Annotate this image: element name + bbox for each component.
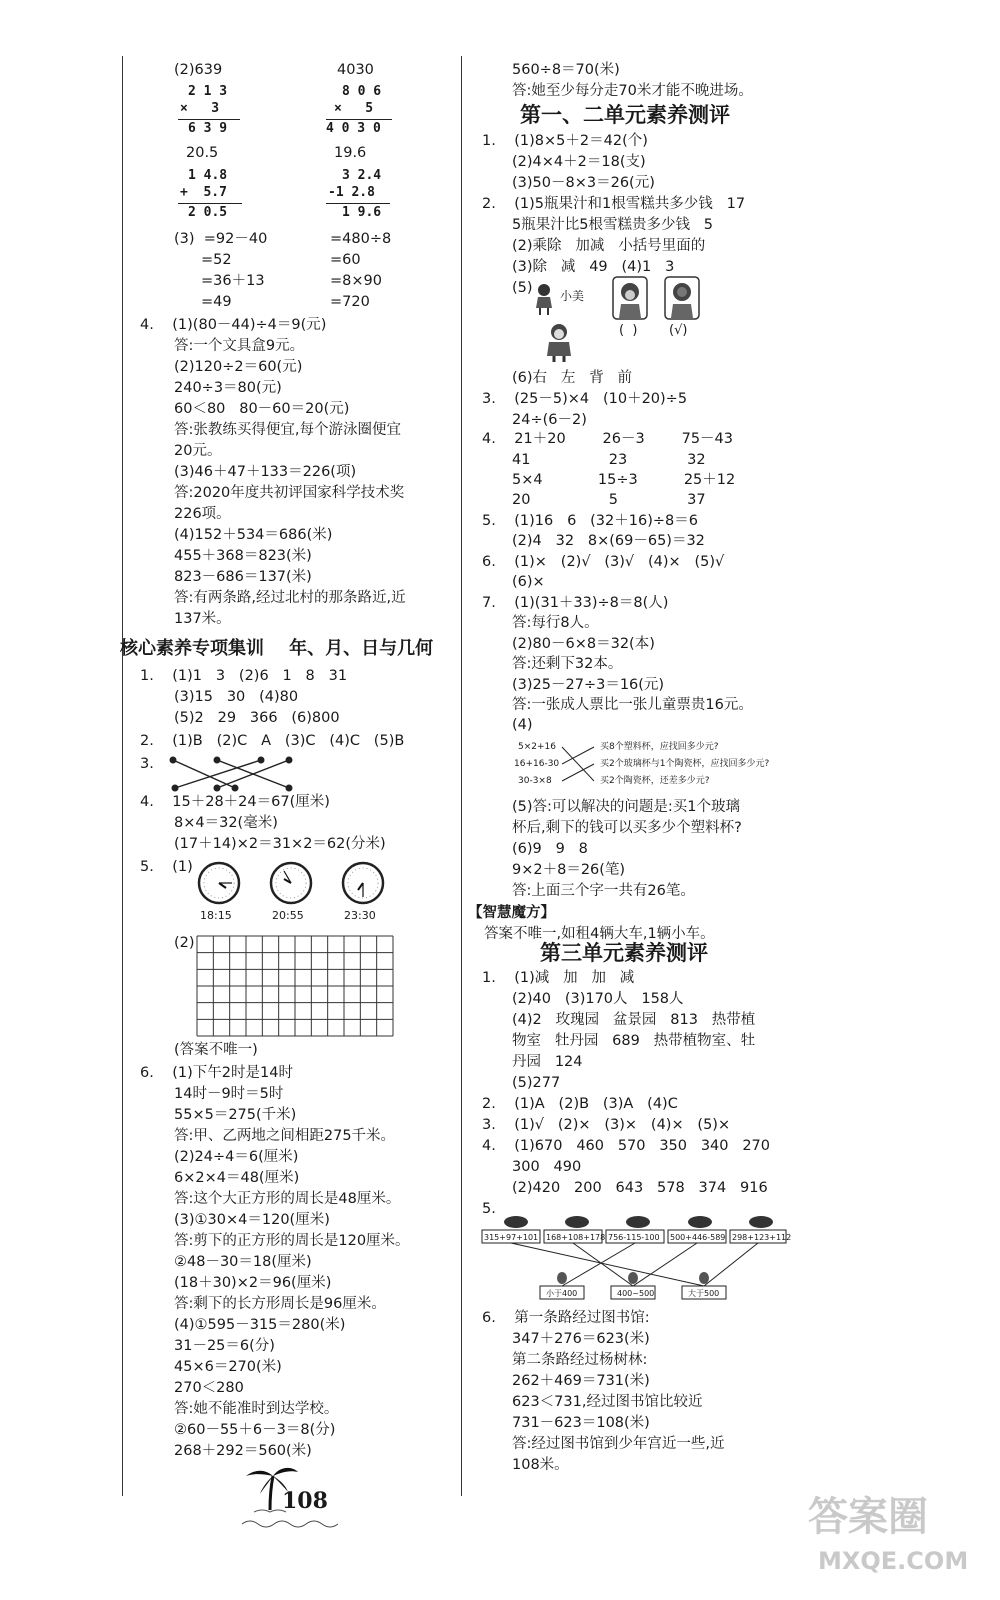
answer-line: =52 bbox=[201, 252, 232, 268]
answer-line: 答:每行8人。 bbox=[512, 615, 599, 631]
answer-line: (2)4 32 8×(69－65)＝32 bbox=[512, 533, 705, 549]
answer-line: (2)420 200 643 578 374 916 bbox=[512, 1180, 768, 1196]
clock-time-label: 23:30 bbox=[344, 909, 376, 922]
vertical-calc-line: 2 1 3 bbox=[188, 84, 228, 99]
answer-line: 答:剩下的长方形周长是96厘米。 bbox=[174, 1296, 386, 1312]
answer-line: 3. bbox=[140, 756, 154, 772]
answer-line: 答案不唯一,如租4辆大车,1辆小车。 bbox=[484, 926, 715, 942]
vertical-calc-line: -1 2.8 bbox=[328, 185, 375, 200]
answer-line: ②48－30＝18(厘米) bbox=[174, 1254, 312, 1270]
vertical-calc-line: + 5.7 bbox=[180, 185, 227, 200]
answer-line: (2)24÷4＝6(厘米) bbox=[174, 1149, 299, 1165]
girl-figure-icon bbox=[530, 282, 558, 316]
left-margin-rule bbox=[122, 56, 123, 1496]
answer-line: (3)除 减 49 (4)1 3 bbox=[512, 259, 675, 275]
answer-line: 55×5＝275(千米) bbox=[174, 1107, 297, 1123]
choice-mark: (√) bbox=[669, 323, 688, 338]
match-question: 买2个陶瓷杯，还差多少元? bbox=[600, 776, 710, 786]
answer-line: 答:有两条路,经过北村的那条路近,近 bbox=[174, 590, 406, 606]
calc-rule bbox=[178, 119, 240, 120]
vertical-calc-line: × 3 bbox=[180, 101, 220, 116]
rabbit-target: 大于500 bbox=[688, 1289, 720, 1298]
answer-line: 45×6＝270(米) bbox=[174, 1359, 282, 1375]
answer-line: (3) =92－40 bbox=[174, 231, 268, 247]
vertical-calc-line: 4 0 3 0 bbox=[326, 121, 381, 136]
answer-line: 5. (1) bbox=[140, 859, 193, 875]
calc-rule bbox=[178, 203, 242, 204]
clock-icon bbox=[268, 860, 314, 906]
answer-line: 24÷(6－2) bbox=[512, 412, 587, 428]
answer-line: 物室 牡丹园 689 热带植物室、牡 bbox=[512, 1033, 756, 1049]
section-title: 第一、二单元素养测评 bbox=[520, 103, 730, 127]
answer-line: 262＋469＝731(米) bbox=[512, 1373, 650, 1389]
rabbit-expression: 500+446-589 bbox=[670, 1233, 726, 1242]
answer-line: 240÷3＝80(元) bbox=[174, 380, 282, 396]
answer-line: 2. (1)5瓶果汁和1根雪糕共多少钱 17 bbox=[482, 196, 746, 212]
answer-line: 答:她至少每分走70米才能不晚进场。 bbox=[512, 83, 753, 99]
rabbit-expression: 298+123+112 bbox=[732, 1233, 792, 1242]
answer-line: (2)4×4＋2＝18(支) bbox=[512, 154, 646, 170]
section-title: 核心素养专项集训 年、月、日与几何 bbox=[120, 638, 434, 659]
answer-line: 丹园 124 bbox=[512, 1054, 583, 1070]
match-question: 买2个玻璃杯与1个陶瓷杯，应找回多少元? bbox=[600, 759, 770, 769]
answer-line: (3)①30×4＝120(厘米) bbox=[174, 1212, 330, 1228]
page-number: 108 bbox=[282, 1488, 328, 1514]
answer-line: 答:一张成人票比一张儿童票贵16元。 bbox=[512, 697, 753, 713]
clock-icon bbox=[340, 860, 386, 906]
answer-line: 1. (1)减 加 加 减 bbox=[482, 970, 635, 986]
answer-line: 第二条路经过杨树林: bbox=[512, 1352, 648, 1368]
answer-line: (2)乘除 加减 小括号里面的 bbox=[512, 238, 706, 254]
answer-line: 300 490 bbox=[512, 1159, 582, 1175]
answer-line: 答:张教练买得便宜,每个游泳圈便宜 bbox=[174, 422, 401, 438]
calc-rule bbox=[326, 203, 390, 204]
match-expression: 16+16-30 bbox=[514, 759, 560, 769]
answer-line: 答:剪下的正方形的周长是120厘米。 bbox=[174, 1233, 410, 1249]
answer-line: 560÷8＝70(米) bbox=[512, 62, 620, 78]
answer-line: (6)9 9 8 bbox=[512, 841, 588, 857]
vertical-calc-line: × 5 bbox=[334, 101, 374, 116]
answer-line: 31－25＝6(分) bbox=[174, 1338, 275, 1354]
answer-line: 268＋292＝560(米) bbox=[174, 1443, 312, 1459]
boy-figure-icon bbox=[544, 322, 574, 362]
answer-line: (2)40 (3)170人 158人 bbox=[512, 991, 684, 1007]
girl-name-label: 小美 bbox=[560, 289, 585, 303]
answer-line: 6. (1)下午2时是14时 bbox=[140, 1065, 293, 1081]
answer-line: (4)152＋534＝686(米) bbox=[174, 527, 333, 543]
answer-line: 3. (1)√ (2)× (3)× (4)× (5)× bbox=[482, 1117, 731, 1133]
answer-line: =60 bbox=[330, 252, 361, 268]
answer-line: ②60－55＋6－3＝8(分) bbox=[174, 1422, 336, 1438]
clock-icon bbox=[196, 860, 242, 906]
vertical-calc-line: 6 3 9 bbox=[188, 121, 228, 136]
answer-line: 8×4＝32(毫米) bbox=[174, 815, 278, 831]
clock-time-label: 20:55 bbox=[272, 909, 304, 922]
answer-line: 20元。 bbox=[174, 443, 222, 459]
answer-line: (3)15 30 (4)80 bbox=[174, 689, 299, 705]
answer-line: =480÷8 bbox=[330, 231, 392, 247]
answer-line: (6)× bbox=[512, 574, 545, 590]
answer-line: 答:一个文具盒9元。 bbox=[174, 338, 305, 354]
answer-line: 347＋276＝623(米) bbox=[512, 1331, 650, 1347]
answer-line: (5) bbox=[512, 280, 533, 296]
answer-line: 6×2×4＝48(厘米) bbox=[174, 1170, 300, 1186]
answer-line: 4. (1)670 460 570 350 340 270 bbox=[482, 1138, 771, 1154]
answer-line: 623＜731,经过图书馆比较近 bbox=[512, 1394, 703, 1410]
answer-line: 答:这个大正方形的周长是48厘米。 bbox=[174, 1191, 401, 1207]
calc-rule bbox=[326, 119, 392, 120]
photo-option-icon bbox=[612, 276, 648, 320]
answer-line: 答:经过图书馆到少年宫近一些,近 bbox=[512, 1436, 725, 1452]
answer-line: 5. bbox=[482, 1201, 496, 1217]
answer-line: 答:甲、乙两地之间相距275千米。 bbox=[174, 1128, 396, 1144]
dot-matching-diagram bbox=[165, 752, 305, 796]
answer-line: 4. 15＋28＋24＝67(厘米) bbox=[140, 794, 330, 810]
answer-line: 5×4 15÷3 25＋12 bbox=[512, 472, 736, 488]
answer-line: (2) bbox=[174, 935, 195, 951]
answer-line: =49 bbox=[201, 294, 232, 310]
rabbit-expression: 756-115-100 bbox=[608, 1233, 660, 1242]
answer-line: 7. (1)(31＋33)÷8＝8(人) bbox=[482, 595, 669, 611]
answer-line: 270＜280 bbox=[174, 1380, 244, 1396]
answer-line: 455＋368＝823(米) bbox=[174, 548, 312, 564]
wave-decoration bbox=[240, 1518, 350, 1530]
vertical-calc-line: 3 2.4 bbox=[342, 168, 382, 183]
answer-line: (3)46＋47＋133＝226(项) bbox=[174, 464, 357, 480]
square-grid bbox=[196, 935, 394, 1037]
clock-time-label: 18:15 bbox=[200, 909, 232, 922]
vertical-calc-line: 1 9.6 bbox=[342, 205, 382, 220]
answer-line: 1. (1)8×5＋2＝42(个) bbox=[482, 133, 648, 149]
answer-line: (5)2 29 366 (6)800 bbox=[174, 710, 340, 726]
answer-line: 60＜80 80－60＝20(元) bbox=[174, 401, 350, 417]
answer-note: (答案不唯一) bbox=[174, 1042, 258, 1058]
answer-line: (4)2 玫瑰园 盆景园 813 热带植 bbox=[512, 1012, 756, 1028]
answer-line: (5)277 bbox=[512, 1075, 561, 1091]
answer-line: 20 5 37 bbox=[512, 492, 706, 508]
answer-line: =720 bbox=[330, 294, 370, 310]
answer-line: (3)50－8×3＝26(元) bbox=[512, 175, 655, 191]
rabbit-expression: 168+108+178 bbox=[546, 1233, 606, 1242]
answer-label: 19.6 bbox=[334, 145, 367, 161]
answer-line: 4. 21＋20 26－3 75－43 bbox=[482, 431, 733, 447]
answer-line: 2. (1)A (2)B (3)A (4)C bbox=[482, 1096, 678, 1112]
answer-line: =8×90 bbox=[330, 273, 382, 289]
choice-mark: ( ) bbox=[619, 323, 638, 338]
rabbit-target: 400~500 bbox=[617, 1289, 655, 1298]
rabbit-target: 小于400 bbox=[546, 1289, 578, 1298]
answer-label: (2)639 bbox=[174, 62, 223, 78]
answer-line: 226项。 bbox=[174, 506, 231, 522]
answer-line: (6)右 左 背 前 bbox=[512, 370, 633, 386]
answer-line: 答:上面三个字一共有26笔。 bbox=[512, 883, 695, 899]
answer-line: 5. (1)16 6 (32＋16)÷8＝6 bbox=[482, 513, 698, 529]
photo-option-icon bbox=[664, 276, 700, 320]
answer-line: (3)25－27÷3＝16(元) bbox=[512, 677, 665, 693]
matching-lines bbox=[560, 740, 596, 790]
rabbit-expression: 315+97+101 bbox=[484, 1233, 539, 1242]
answer-line: 137米。 bbox=[174, 611, 231, 627]
section-title: 第三单元素养测评 bbox=[540, 941, 708, 965]
watermark-url: MXQE.COM bbox=[818, 1547, 969, 1575]
vertical-calc-line: 2 0.5 bbox=[188, 205, 228, 220]
answer-line: (5)答:可以解决的问题是:买1个玻璃 bbox=[512, 799, 741, 815]
answer-line: 1. (1)1 3 (2)6 1 8 31 bbox=[140, 668, 348, 684]
answer-line: (4)①595－315＝280(米) bbox=[174, 1317, 346, 1333]
answer-line: 14时－9时＝5时 bbox=[174, 1086, 284, 1102]
answer-line: (18＋30)×2＝96(厘米) bbox=[174, 1275, 332, 1291]
answer-line: 2. (1)B (2)C A (3)C (4)C (5)B bbox=[140, 733, 405, 749]
answer-line: 答:2020年度共初评国家科学技术奖 bbox=[174, 485, 405, 501]
answer-line: 3. (25－5)×4 (10＋20)÷5 bbox=[482, 391, 688, 407]
answer-line: 杯后,剩下的钱可以买多少个塑料杯? bbox=[512, 820, 742, 836]
answer-line: (4) bbox=[512, 717, 533, 733]
answer-line: 6. 第一条路经过图书馆: bbox=[482, 1310, 650, 1326]
column-divider bbox=[461, 56, 462, 1496]
match-question: 买8个塑料杯，应找回多少元? bbox=[600, 742, 719, 752]
wisdom-title: 【智慧魔方】 bbox=[468, 905, 555, 921]
answer-line: 6. (1)× (2)√ (3)√ (4)× (5)√ bbox=[482, 554, 725, 570]
answer-line: (2)80－6×8＝32(本) bbox=[512, 636, 655, 652]
match-expression: 5×2+16 bbox=[518, 742, 556, 752]
answer-line: 9×2＋8＝26(笔) bbox=[512, 862, 626, 878]
answer-line: 答:她不能准时到达学校。 bbox=[174, 1401, 339, 1417]
answer-line: 5瓶果汁比5根雪糕贵多少钱 5 bbox=[512, 217, 714, 233]
answer-label: 20.5 bbox=[186, 145, 219, 161]
match-expression: 30-3×8 bbox=[518, 776, 552, 786]
watermark-logo: 答案圈 bbox=[808, 1494, 928, 1540]
answer-label: 4030 bbox=[337, 62, 374, 78]
answer-line: (17＋14)×2＝31×2＝62(分米) bbox=[174, 836, 386, 852]
answer-line: 4. (1)(80－44)÷4＝9(元) bbox=[140, 317, 327, 333]
answer-line: =36＋13 bbox=[201, 273, 265, 289]
answer-line: 答:还剩下32本。 bbox=[512, 656, 623, 672]
answer-line: (2)120÷2＝60(元) bbox=[174, 359, 303, 375]
answer-line: 108米。 bbox=[512, 1457, 569, 1473]
answer-line: 41 23 32 bbox=[512, 452, 706, 468]
answer-line: 823－686＝137(米) bbox=[174, 569, 312, 585]
vertical-calc-line: 1 4.8 bbox=[188, 168, 228, 183]
vertical-calc-line: 8 0 6 bbox=[342, 84, 382, 99]
answer-line: 731－623＝108(米) bbox=[512, 1415, 650, 1431]
